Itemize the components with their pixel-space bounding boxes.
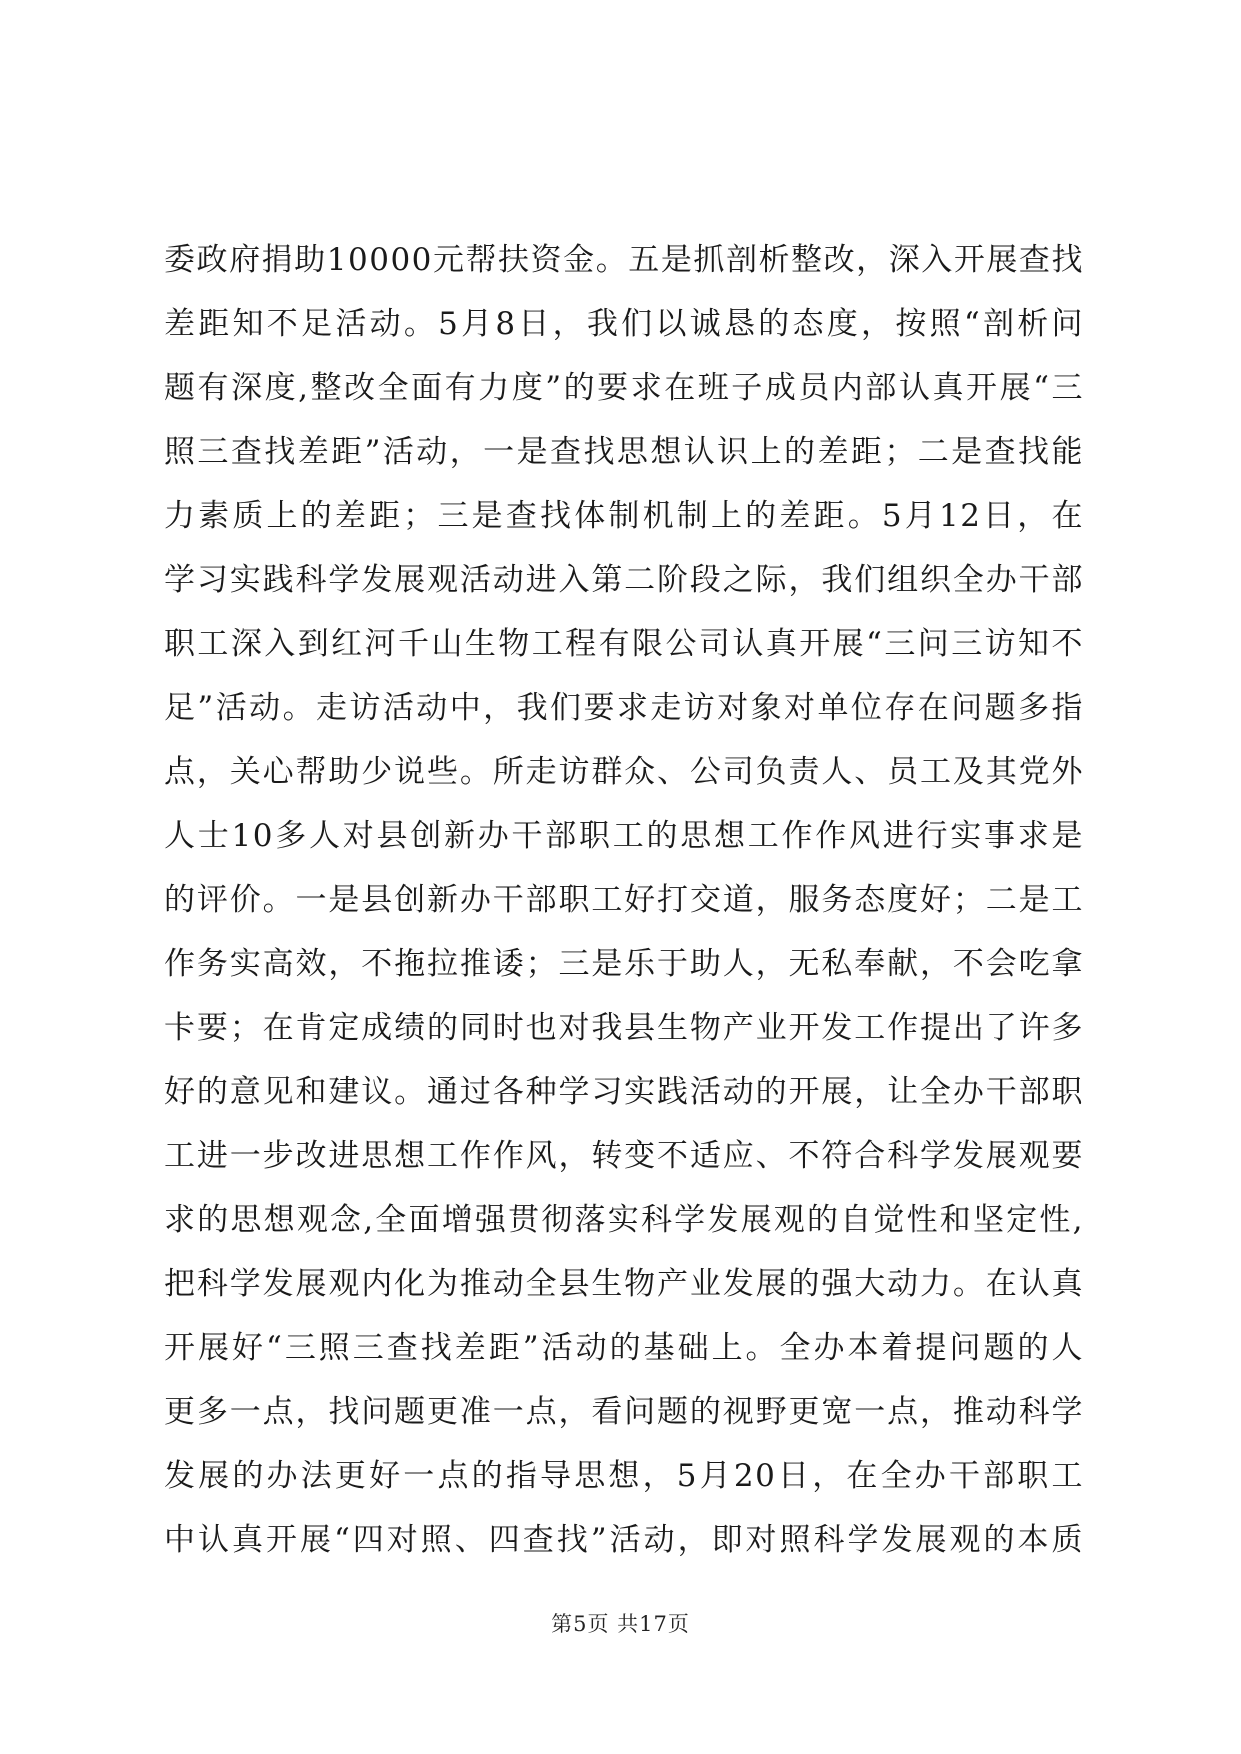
text-line: 力素质上的差距；三是查找体制机制上的差距。5月12日，在	[164, 498, 1084, 534]
text-line: 职工深入到红河千山生物工程有限公司认真开展“三问三访知不	[164, 626, 1084, 662]
text-line: 差距知不足活动。5月8日，我们以诚恳的态度，按照“剖析问	[164, 306, 1084, 342]
text-line: 的评价。一是县创新办干部职工好打交道，服务态度好；二是工	[164, 882, 1084, 918]
body-text	[164, 232, 1084, 1576]
text-line: 把科学发展观内化为推动全县生物产业发展的强大动力。在认真	[164, 1266, 1084, 1302]
text-line: 开展好“三照三查找差距”活动的基础上。全办本着提问题的人	[164, 1330, 1084, 1366]
text-line: 题有深度,整改全面有力度”的要求在班子成员内部认真开展“三	[164, 370, 1084, 406]
text-line: 发展的办法更好一点的指导思想，5月20日，在全办干部职工	[164, 1458, 1084, 1494]
text-line: 工进一步改进思想工作作风，转变不适应、不符合科学发展观要	[164, 1138, 1084, 1174]
text-line: 好的意见和建议。通过各种学习实践活动的开展，让全办干部职	[164, 1074, 1084, 1110]
text-line: 求的思想观念,全面增强贯彻落实科学发展观的自觉性和坚定性,	[164, 1202, 1084, 1238]
text-line: 委政府捐助10000元帮扶资金。五是抓剖析整改，深入开展查找	[164, 242, 1084, 278]
text-line: 人士10多人对县创新办干部职工的思想工作作风进行实事求是	[164, 818, 1084, 854]
text-line: 点，关心帮助少说些。所走访群众、公司负责人、员工及其党外	[164, 754, 1084, 790]
text-line: 中认真开展“四对照、四查找”活动，即对照科学发展观的本质	[164, 1522, 1084, 1558]
text-line: 作务实高效，不拖拉推诿；三是乐于助人，无私奉献，不会吃拿	[164, 946, 1084, 982]
text-line: 卡要；在肯定成绩的同时也对我县生物产业开发工作提出了许多	[164, 1010, 1084, 1046]
text-line: 照三查找差距”活动，一是查找思想认识上的差距；二是查找能	[164, 434, 1084, 470]
text-line: 足”活动。走访活动中，我们要求走访对象对单位存在问题多指	[164, 690, 1084, 726]
text-line: 学习实践科学发展观活动进入第二阶段之际，我们组织全办干部	[164, 562, 1084, 598]
page-number: 第5页 共17页	[551, 1612, 690, 1636]
text-line: 更多一点，找问题更准一点，看问题的视野更宽一点，推动科学	[164, 1394, 1084, 1430]
